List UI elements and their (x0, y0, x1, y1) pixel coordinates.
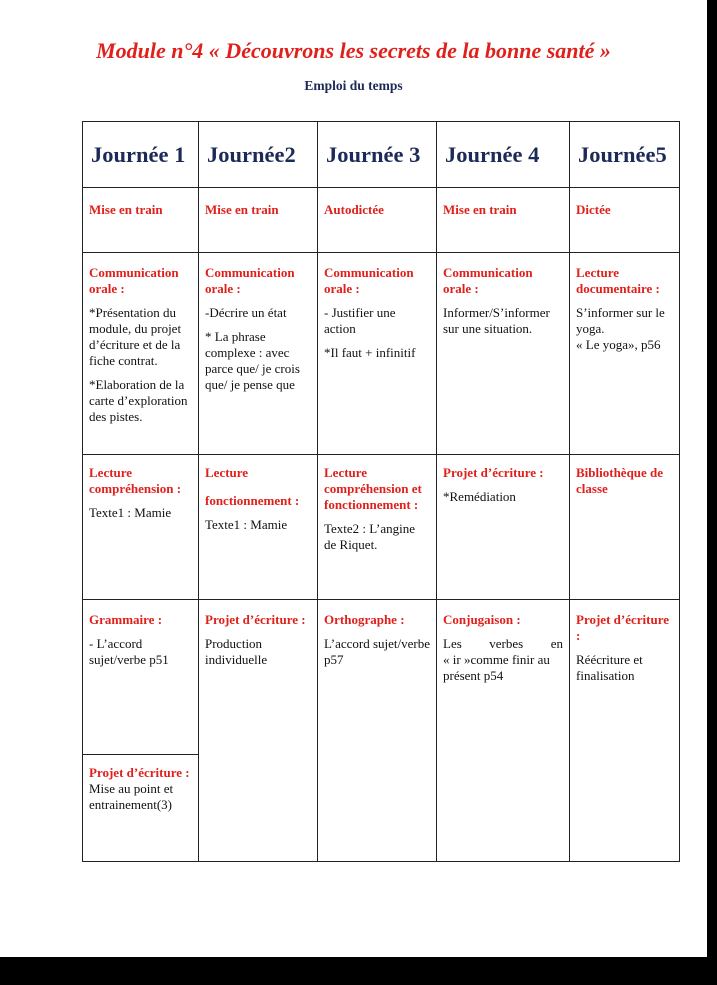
table-cell (437, 455, 570, 600)
cell-text: L’accord sujet/verbe p57 (324, 636, 430, 667)
cell-text: *Il faut + infinitif (324, 345, 416, 360)
cell-text: S’informer sur le yoga. (576, 305, 665, 336)
cell-heading: Projet d’écriture : (89, 765, 190, 780)
cell-text: Texte2 : L’angine de Riquet. (324, 521, 416, 552)
cell-heading: Lecture compréhension et (324, 465, 422, 496)
cell-heading: Lecture (205, 465, 249, 480)
table-cell (570, 600, 680, 862)
cell-heading: fonctionnement : (205, 493, 300, 508)
cell-text: *Elaboration de la carte d’exploration des pistes. (89, 377, 188, 424)
table-cell (199, 455, 318, 600)
table-cell: Mise en train (437, 188, 570, 253)
cell-text: Les verbes en (443, 636, 563, 651)
table-cell: Mise en train (83, 188, 199, 253)
table-cell (318, 600, 437, 862)
cell-heading: Grammaire : (89, 612, 163, 627)
table-cell (199, 600, 318, 862)
cell-heading: Communication orale : (205, 265, 295, 296)
cell-text: *Présentation du module, du projet d’écriture et de la fiche contrat. (89, 305, 182, 368)
day-header: Journée2 (199, 122, 318, 188)
cell-text: Texte1 : Mamie (205, 517, 288, 532)
table-cell (83, 455, 199, 600)
cell-heading: Conjugaison : (443, 612, 521, 627)
table-row (83, 600, 680, 755)
cell-heading: Communication orale : (324, 265, 414, 296)
table-cell (83, 253, 199, 455)
cell-heading: Lecture documentaire : (576, 265, 660, 296)
table-row (83, 253, 680, 455)
table-cell: Mise en train (199, 188, 318, 253)
table-cell (437, 253, 570, 455)
cell-text: Réécriture et finalisation (576, 652, 643, 683)
day-header: Journée5 (570, 122, 680, 188)
timetable (82, 121, 680, 862)
table-cell: Autodictée (318, 188, 437, 253)
table-cell (570, 455, 680, 600)
day-header: Journée 1 (83, 122, 199, 188)
cell-text: Informer/S’informer sur une situation. (443, 305, 550, 336)
table-cell (83, 600, 199, 755)
cell-heading: Lecture compréhension : (89, 465, 182, 496)
day-header: Journée 3 (318, 122, 437, 188)
cell-text: Texte1 : Mamie (89, 505, 172, 520)
cell-heading: Projet d’écriture : (443, 465, 544, 480)
table-cell: Dictée (570, 188, 680, 253)
table-row (83, 455, 680, 600)
cell-text: « ir »comme finir au présent p54 (443, 652, 550, 683)
cell-heading: Bibliothèque de classe (576, 465, 664, 496)
page-title: Module n°4 « Découvrons les secrets de la bonne santé » (96, 38, 611, 63)
cell-heading: Orthographe : (324, 612, 405, 627)
cell-text: Mise au point et entrainement(3) (89, 781, 174, 812)
cell-text: *Remédiation (443, 489, 516, 504)
cell-heading: Projet d’écriture : (205, 612, 306, 627)
table-cell (318, 253, 437, 455)
cell-text: « Le yoga», p56 (576, 337, 661, 352)
cell-text: * La phrase complexe : avec parce que/ je crois que/ je pense que (205, 329, 300, 392)
cell-heading: fonctionnement : (324, 497, 419, 512)
cell-text: Production individuelle (205, 636, 268, 667)
table-cell (437, 600, 570, 862)
day-header: Journée 4 (437, 122, 570, 188)
cell-text: - Justifier une action (324, 305, 396, 336)
table-header-row (83, 122, 680, 188)
cell-text: -Décrire un état (205, 305, 287, 320)
table-cell (199, 253, 318, 455)
table-cell (83, 755, 199, 862)
table-row (83, 188, 680, 253)
cell-heading: Projet d’écriture : (576, 612, 669, 643)
table-cell (318, 455, 437, 600)
page-subtitle: Emploi du temps (304, 78, 403, 93)
cell-text: - L’accord sujet/verbe p51 (89, 636, 169, 667)
cell-heading: Communication orale : (89, 265, 179, 296)
cell-heading: Communication orale : (443, 265, 533, 296)
table-cell (570, 253, 680, 455)
